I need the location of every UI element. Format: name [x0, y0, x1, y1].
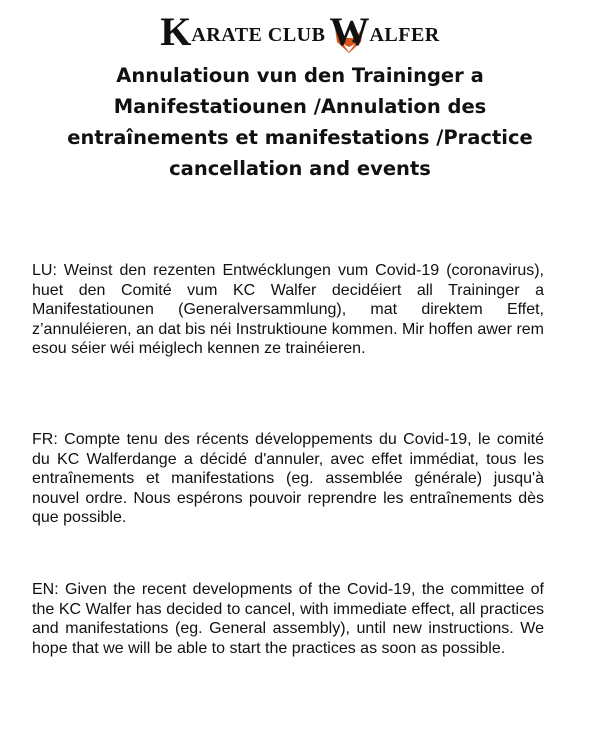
logo-w-rest: ALFER: [369, 24, 440, 46]
title-line: cancellation and events: [169, 157, 431, 180]
paragraph-luxembourgish: LU: Weinst den rezenten Entwécklungen vum Covid-19 (coronavirus), huet den Comité vum KC Walfer decidéiert all Traininger a Manifestatiounen (Generalversammlung), mat direktem Effet, z’annuléieren, an dat bis néi Instruktioune kommen. Mir hoffen awer rem esou séier wéi méiglech kennen ze trainéieren.: [32, 262, 544, 357]
logo-k-initial: K: [160, 9, 192, 54]
logo-w-initial: W: [329, 9, 370, 54]
title-line: Manifestatiounen /Annulation des: [113, 95, 487, 118]
logo-k-rest: ARATE CLUB: [191, 24, 326, 46]
page-title: [50, 60, 550, 184]
paragraph-english: EN: Given the recent developments of the Covid-19, the committee of the KC Walfer has decided to cancel, with immediate effect, all practices and manifestations (eg. General assembly), until new instructions. We hope that we will be able to start the practices as soon as possible.: [32, 581, 544, 657]
title-line: entraînements et manifestations /Practice: [67, 126, 533, 149]
club-logo: [0, 4, 600, 52]
logo-w-block: [329, 9, 370, 54]
title-line: Annulatioun vun den Traininger a: [116, 64, 484, 87]
paragraph-french: FR: Compte tenu des récents développements du Covid-19, le comité du KC Walferdange a décidé d'annuler, avec effet immédiat, tous les entraînements et manifestations (eg. assemblée générale) jusqu'à nouvel ordre. Nous espérons pouvoir reprendre les entraînements dès que possible.: [32, 431, 544, 526]
